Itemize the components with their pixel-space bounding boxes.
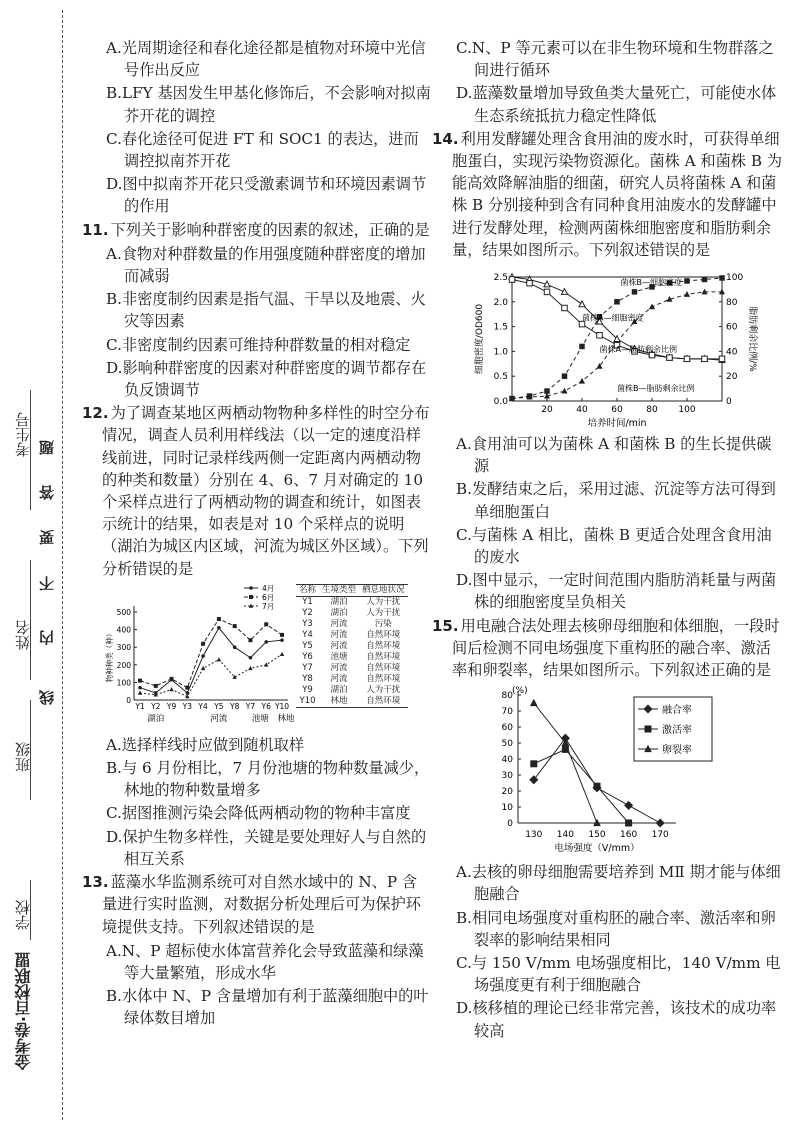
data-point [249,656,253,660]
option-c: C.与 150 V/mm 电场强度相比，140 V/mm 电场强度更有利于细胞融合 [456,954,781,995]
table-row [296,630,408,641]
series-label: 菌株A—脂肪剩余比例 [599,344,677,354]
data-point [597,333,603,339]
data-point [719,356,725,362]
option-b: B.非密度制约因素是指气温、干旱以及地震、火灾等因素 [106,290,426,331]
legend-label: 融合率 [662,705,692,717]
table-row [296,685,408,696]
data-point [233,624,237,628]
option-d: D.影响种群密度的因素对种群密度的调节都存在负反馈调节 [106,358,427,400]
y-axis-label: 物种种类（种） [105,629,114,683]
option-c: C.据图推测污染会降低两栖动物的物种丰富度 [106,804,411,823]
x-tick-label: Y7 [245,701,256,711]
question-13 [82,871,432,1029]
data-point [154,684,158,688]
figure-15 [486,683,782,859]
table-cell: 湖泊 [330,596,348,607]
table-cell: 污染 [374,618,392,629]
y-tick-label: 70 [501,707,513,718]
question-13-continued [432,37,782,127]
x-tick-label: 20 [541,405,553,416]
y2-axis-label: 脂肪剩余比例/% [747,306,757,372]
legend-label: 7月 [262,601,275,611]
data-point [544,289,550,295]
y2-tick-label: 80 [726,297,738,308]
table-row [296,663,408,674]
data-point [201,642,205,646]
y-tick-label: 200 [116,660,131,670]
table-cell: 自然环境 [366,640,401,651]
legend-label: 卵裂率 [662,745,692,757]
label-class: 班级 [14,742,32,772]
group-label: 湖泊 [147,713,165,724]
question-14 [432,128,782,614]
option-d: D.核移植的理论已经非常完善，该技术的成功率较高 [456,999,777,1040]
x-tick-label: Y8 [229,701,240,711]
series-line [140,628,282,693]
data-point [280,638,284,642]
legend-label: 4月 [262,583,275,593]
y-tick-label: 100 [116,678,131,688]
seal-char: 线 [38,690,56,705]
option-d: D.图中显示，一定时间范围内脂肪消耗量与两菌株的细胞密度呈负相关 [456,571,777,612]
data-point [170,677,174,681]
y-tick-label: 0.0 [493,397,508,408]
seal-char: 题 [38,440,56,455]
data-point [530,761,537,768]
data-point [233,645,237,649]
table-cell: 人为干扰 [366,596,401,607]
y2-tick-label: 0 [726,397,732,408]
data-point [702,356,708,362]
group-label: 河流 [210,713,228,724]
seal-char: 答 [38,485,56,500]
y-tick-label: 0 [126,695,131,705]
x-tick-label: Y1 [135,701,145,711]
x-tick-label: 60 [611,405,623,416]
table-cell: Y7 [302,662,313,673]
table-row [296,641,408,652]
figure-12 [100,582,432,732]
option-b: B.发酵结束之后，采用过滤、沉淀等方法可得到单细胞蛋白 [456,480,776,521]
option-a: A.光周期途径和春化途径都是植物对环境中光信号作出反应 [106,39,426,80]
table-row [296,596,408,608]
x-tick-label: Y2 [151,701,161,711]
table-row [296,652,408,663]
data-point [138,679,142,683]
y-tick-label: 30 [501,771,513,782]
x-tick-label: 150 [588,830,606,841]
data-point [632,289,638,295]
y-tick-label: 40 [501,755,513,766]
data-point [625,820,632,827]
seal-char: 不 [38,576,56,591]
legend-marker [249,586,253,590]
option-c: C.与菌株 A 相比，菌株 B 更适合处理含食用油的废水 [456,525,772,567]
data-point [562,305,568,311]
data-point [527,280,533,286]
data-point [684,278,690,284]
x-tick-label: 80 [646,405,658,416]
table-cell: 自然环境 [366,629,401,640]
data-point [561,388,567,394]
brand-name: 金考卷·百校联盟 [14,952,33,1071]
legend-label: 激活率 [662,725,692,737]
option-a: A.食用油可以为菌株 A 和菌株 B 的生长提供碳源 [456,435,772,476]
x-tick-label: 40 [576,405,588,416]
data-point [719,275,725,281]
label-exam-number: 考生号 [14,412,32,457]
data-point [217,617,221,621]
table-cell: 林地 [330,695,348,706]
y2-tick-label: 60 [726,322,738,333]
series-line [140,654,282,696]
table-header: 栖息地状况 [359,584,408,596]
option-c: C.春化途径可促进 FT 和 SOC1 的表达，进而调控拟南芥开花 [106,129,419,171]
binding-sidebar [0,0,60,1130]
data-point [530,699,538,706]
x-tick-label: Y4 [198,701,208,711]
x-axis-label: 培养时间/min [587,418,647,430]
data-point [579,378,585,384]
legend-marker [645,726,652,733]
table-row [296,674,408,685]
table-cell: 人为干扰 [366,607,401,618]
table-cell: Y6 [302,651,313,662]
data-point [702,277,708,283]
y2-tick-label: 40 [726,347,738,358]
table-cell: 自然环境 [366,673,401,684]
bacteria-growth-chart [472,263,772,429]
x-axis-label: 电场强度（V/mm） [554,843,640,855]
data-point [264,622,268,626]
data-point [138,686,142,690]
y-tick-label: 1.0 [493,347,508,358]
table-cell: 河流 [330,640,348,651]
data-point [248,638,252,642]
table-cell: Y1 [302,596,313,607]
x-tick-label: Y10 [274,701,290,711]
sampling-site-table [296,584,408,708]
data-point [624,801,633,810]
data-point [614,299,620,305]
option-d: D.图中拟南芥开花只受激素调节和环境因素调节的作用 [106,175,427,216]
data-point [280,633,284,637]
table-cell: Y9 [302,684,313,695]
table-cell: 河流 [330,662,348,673]
data-point [217,626,221,630]
x-tick-label: Y9 [166,701,177,711]
y-tick-label: 2.5 [493,273,508,284]
question-stem: 11. 下列关于影响种群密度的因素的叙述，正确的是 [82,220,430,239]
table-row [296,696,408,708]
option-d: D.蓝藻数量增加导致鱼类大量死亡，可能使水体生态系统抵抗力稳定性降低 [456,84,777,125]
y-axis-label: 细胞密度/OD600 [475,303,485,375]
question-15 [432,615,782,1042]
option-a: A.选择样线时应做到随机取样 [106,735,305,754]
data-point [667,355,673,361]
table-cell: Y4 [302,629,313,640]
question-stem: 15. 用电融合法处理去核卵母细胞和体细胞，一段时间后检测不同电场强度下重构胚的融合率、激活率和卵裂率，结果如图所示。下列叙述正确的是 [432,616,780,680]
x-tick-label: Y5 [214,701,224,711]
right-column [432,36,782,1043]
table-cell: 河流 [330,629,348,640]
y-tick-label: 60 [501,723,513,734]
prev-question-options [82,37,432,218]
table-cell: 湖泊 [330,684,348,695]
data-point [264,640,268,644]
series-label: 菌株B—脂肪剩余比例 [617,384,695,394]
table-cell: Y8 [302,673,313,684]
table-header: 名称 [296,584,319,596]
data-point [169,687,173,691]
data-point [579,344,585,350]
data-point [280,652,284,656]
table-cell: Y3 [302,618,313,629]
y-tick-label: 50 [501,739,513,750]
x-tick-label: 170 [651,830,669,841]
question-stem: 13. 蓝藻水华监测系统可对自然水域中的 N、P 含量进行实时监测，对数据分析处理后可为保护环境提供支持。下列叙述错误的是 [82,873,421,936]
y-tick-label: 2.0 [493,297,508,308]
series-line [534,703,597,823]
data-point [684,356,690,362]
y-tick-label: 1.5 [493,322,508,333]
y-tick-label: 300 [116,643,131,653]
series-label: 菌株A—细胞密度 [582,313,644,323]
y-tick-label: 500 [116,607,131,617]
y2-tick-label: 20 [726,372,738,383]
y-tick-label: 400 [116,625,131,635]
x-tick-label: 140 [556,830,574,841]
data-point [201,654,205,658]
series-label: 菌株B—细胞密度 [620,278,682,288]
y-tick-label: 0.5 [493,372,508,383]
group-label: 池塘 [251,713,269,724]
data-point [529,776,538,785]
table-cell: 河流 [330,618,348,629]
option-d: D.保护生物多样性，关键是要处理好人与自然的相互关系 [106,827,427,868]
option-c: C.非密度制约因素可维持种群数量的相对稳定 [106,335,411,354]
table-cell: 池塘 [330,651,348,662]
option-b: B.LFY 基因发生甲基化修饰后，不会影响对拟南芥开花的调控 [106,84,431,125]
option-c: C.N、P 等元素可以在非生物环境和生物群落之间进行循环 [456,39,774,80]
table-header: 生境类型 [319,584,359,596]
x-tick-label: Y3 [182,701,193,711]
electrofusion-chart [486,683,736,857]
series-line [140,619,282,688]
question-stem: 14. 利用发酵罐处理含食用油的废水时，可获得单细胞蛋白，实现污染物资源化。菌株 A 和菌株 B 为能高效降解油脂的细菌，研究人员将菌株 A 和菌株 B 分别接种到含有同种食用油废水的发酵罐中进行发酵处理，检测两菌株细胞密度和脂肪剩余量，结果如图所示。下列叙述错误的是 [432,129,783,259]
y-axis-label: (%) [512,686,528,697]
y2-tick-label: 100 [726,273,744,284]
data-point [593,819,601,826]
x-tick-label: 130 [525,830,543,841]
y-tick-label: 20 [501,787,513,798]
table-row [296,619,408,630]
option-b: B.相同电场强度对重构胚的融合率、激活率和卵裂率的影响结果相同 [456,908,776,949]
y-tick-label: 80 [501,691,513,702]
data-point [656,819,665,828]
question-stem: 12. 为了调查某地区两栖动物物种多样性的时空分布情况，调查人员利用样线法（以一定的速度沿样线前进，同时记录样线两侧一定距离内两栖动物的种类和数量）分别在 4、6、7 月对确定的 10 个采样点进行了两栖动物的调查和统计，如图表示统计的结果，如表是对 10 个采样点的说明（湖泊为城区内区域，河流为城区外区域）。下列分析错误的是 [82,404,430,578]
y-tick-label: 10 [501,803,513,814]
data-point [185,686,189,690]
data-point [201,666,205,670]
data-point [217,657,221,661]
data-point [594,783,601,790]
table-cell: Y10 [299,695,316,706]
table-cell: 自然环境 [366,695,401,706]
data-point [264,662,268,666]
option-a: A.食物对种群数量的作用强度随种群密度的增加而减弱 [106,244,426,286]
table-cell: Y2 [302,607,313,618]
data-point [684,291,690,297]
group-label: 林地 [277,713,295,724]
option-a: A.N、P 超标使水体富营养化会导致蓝藻和绿藻等大量繁殖，形成水华 [106,941,424,982]
option-a: A.去核的卵母细胞需要培养到 MⅡ 期才能与体细胞融合 [456,863,781,904]
data-point [562,373,568,379]
seal-char: 内 [38,630,56,645]
option-b: B.与 6 月份相比，7 月份池塘的物种数量减少，林地的物种数量增多 [106,759,430,800]
label-name: 姓名 [14,620,32,650]
data-point [579,301,585,307]
table-cell: 自然环境 [366,662,401,673]
table-row [296,608,408,619]
table-cell: 河流 [330,673,348,684]
data-point [509,277,515,283]
species-line-chart [100,582,295,730]
label-school: 学校 [14,900,32,930]
legend-label: 6月 [262,592,275,602]
figure-14 [472,263,782,431]
x-tick-label: 160 [620,830,638,841]
data-point [248,666,252,670]
table-cell: 自然环境 [366,651,401,662]
table-cell: Y5 [302,640,313,651]
question-11 [82,219,432,402]
x-tick-label: Y6 [261,701,271,711]
x-tick-label: 100 [678,405,696,416]
option-b: B.水体中 N、P 含量增加有利于蓝藻细胞中的叶绿体数目增加 [106,987,429,1028]
table-cell: 湖泊 [330,607,348,618]
legend-marker [249,595,253,599]
table-cell: 人为干扰 [366,684,401,695]
cut-line [62,10,63,1120]
left-column [82,36,432,1031]
y-tick-label: 0 [507,819,513,830]
seal-char: 要 [38,530,56,545]
question-12 [82,402,432,870]
